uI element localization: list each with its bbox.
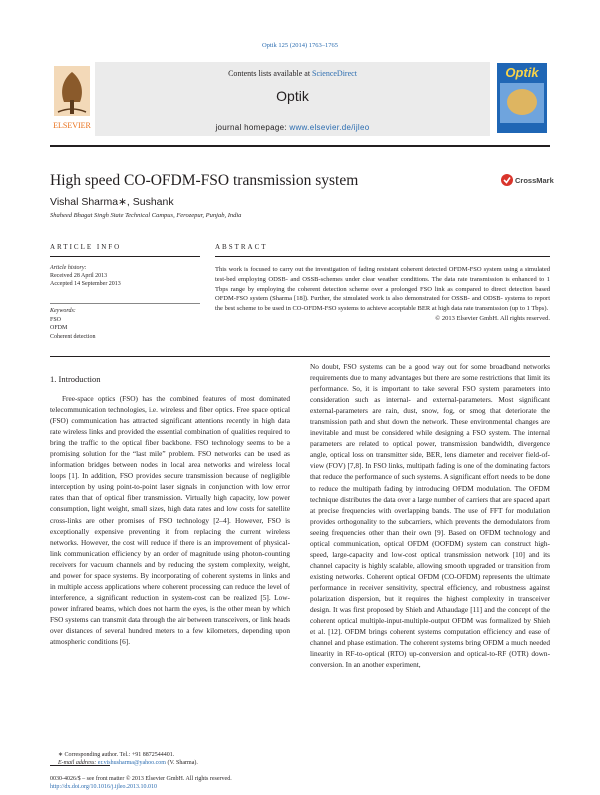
keywords-rule [50,303,200,304]
homepage-link[interactable]: www.elsevier.de/ijleo [289,123,370,132]
keyword-item: OFDM [50,325,68,332]
accepted-date: Accepted 14 September 2013 [50,281,121,287]
journal-reference[interactable]: Optik 125 (2014) 1763–1765 [261,42,338,49]
email-line [58,760,198,768]
contents-prefix: Contents lists available at [228,69,313,78]
keywords-label: Keywords: [50,308,76,314]
abstract-rule [215,256,550,257]
article-title: High speed CO-OFDM-FSO transmission system [50,172,359,189]
abstract-text: This work is focused to carry out the investigation of fading resistant coherent detected OFDM-FSO system using a simulated test-bed employing ODSB- and OSSB-schemes under clear weather conditions. The data rate transmission is enhanced to 1 Tbps range by employing the coherent detection scheme over a prolonged FSO link as compared to direct detection based OFDM-FSO system (Sharma [18]). Further, the simulated work is also demonstrated for OSSB- and ODSB- systems to report the best scheme to be used in CO-OFDM-FSO systems to achieve acceptable BER at high data rate transmission (up to 1 Tbps). [215,266,550,313]
section-heading: 1. Introduction [50,374,101,384]
received-date: Received 28 April 2013 [50,273,108,279]
article-info-heading: ARTICLE INFO [50,243,122,251]
affiliation: Shaheed Bhagat Singh State Technical Campus, Ferozepur, Punjab, India [50,212,242,219]
keyword-item: Coherent detection [50,333,96,340]
keywords [50,307,95,341]
article-info-rule [50,256,200,257]
masthead-rule [50,145,550,147]
keyword-item: FSO [50,316,62,323]
journal-cover-image [497,63,547,133]
cover-graphic [507,89,537,115]
copyright-line: © 2013 Elsevier GmbH. All rights reserved. [435,314,550,322]
crossmark-badge[interactable] [500,173,560,187]
author-list: Vishal Sharma∗, Sushank [50,196,174,208]
email-link[interactable]: er.vishusharma@yahoo.com [97,760,166,766]
abstract-heading: ABSTRACT [215,243,268,251]
abstract-body [215,265,550,324]
email-label: E-mail address: [58,760,98,766]
homepage-prefix: journal homepage: [215,123,290,132]
issn-line: 0030-4026/$ – see front matter © 2013 Elsevier GmbH. All rights reserved. [50,776,232,782]
body-column-left: Free-space optics (FSO) has the combined features of most dominated telecommunication technologies, i.e. wireless and fiber optics. Free space optical (FSO) communication has attracted significant attentions recently in high data rate wireless links and provided the essential combination of qualities required to bring the traffic to the optical fiber backbone. FSO technology seems to be a promising solution for the “last mile” problem. FSO networks can be used as information bridges between nodes in local area networks and wireless local loops [1]. In addition, FSO provides secure transmission because of negligible interception by using point-to-point laser signals in conjunction with low error rates than that of optical fiber transmission. Virtually high capacity, low power consumption, light weight, small sizes, high data rates and low costs for satellite cross-links are other promises of FSO technology [2–4]. However, FSO is exceptionally expensive preventing it from replacing the current wireless networks. However, the cost will reduce if there is an improvement of physical-link communication efficiency by an order of magnitude using photon-counting receivers for vacuum channels and by reducing the system complexity, weight, and power for space systems. By incorporating of coherent systems in links and in multiple access applications where coherent processing can reduce the level of interference, a significant reduction in system-cost can be realized [5]. Low-power infrared beams, which does not harm the eyes, is the other mean by which FSO systems can transmit data through the air between transceivers, or link heads over distances of several hundred meters to a few kilometers, depending upon atmospheric conditions [6]. [50,394,290,647]
elsevier-logo-text: ELSEVIER [53,121,91,130]
body-rule [50,356,550,357]
crossmark-label: CrossMark [515,176,554,185]
contents-line [95,69,490,78]
crossmark-icon [501,174,513,186]
elsevier-logo [50,62,94,136]
history-label: Article history: [50,265,87,271]
homepage-line [95,123,490,132]
email-suffix: (V. Sharma). [165,760,198,766]
cover-title: Optik [505,65,539,80]
article-history [50,264,121,288]
body-column-right: No doubt, FSO systems can be a good way out for some broadband networks requirements due to many advantages but there are some restrictions that limit its performance. So, it is important to take several FSO system parameters into consideration such as internal- and external-parameters. Most significant external-parameters are rain, dust, snow, fog, or smog that deteriorate the transmission path and shut down the network. These environmental changes are inevitable and must be considered while designing a FSO system. The internal parameters are related to optical power, transmission bandwidth, divergence angle, optical loss on transmitter side, BER, lens diameter and receiver field-of-view (FOV) [7,8]. In FSO links, multipath fading is one of the dominating factors that reduce the performance of such systems. A significant effort needs to be done to reduce the multipath fading by introducing OFDM modulation. The OFDM technique distributes the data over a large number of carriers that are spaced apart at precise frequencies with overlapping bands. The use of FFT for modulation provides orthogonality to the subcarriers, which prevents the demodulators from seeing frequencies other than their own [9]. Based on OFDM technology and optical communication, optical OFDM (OOFDM) system can construct high-speed, large-capacity and low-cost optical transmission network [10] and its channel capacity is highly scalable, allowing smooth upgraded or transition from existing networks. Coherent optical OFDM (CO-OFDM) represents the ultimate performance in receiver sensitivity, spectral efficiency, and robustness against polarization dispersion, but it requires the highest complexity in transceiver design. It was first proposed by Shieh and Athaudage [11] and the concept of the coherent optical multiple-input-multiple-output OFDM was formalized by Shieh et al. [12]. OFDM brings coherent systems computation efficiency and ease of channel and phase estimation. The coherent systems bring OFDM a much needed linearity in RF-to-optical (RTO) up-conversion and optical-to-RF (OTR) down-conversion. In an another experiment, [310,362,550,670]
page-footer [50,752,232,791]
sciencedirect-link[interactable]: ScienceDirect [312,69,357,78]
journal-name: Optik [276,88,309,104]
doi-link[interactable]: http://dx.doi.org/10.1016/j.ijleo.2013.10.010 [50,783,158,790]
corresponding-author-note: ∗ Corresponding author. Tel.: +91 8872544401. [58,752,175,758]
